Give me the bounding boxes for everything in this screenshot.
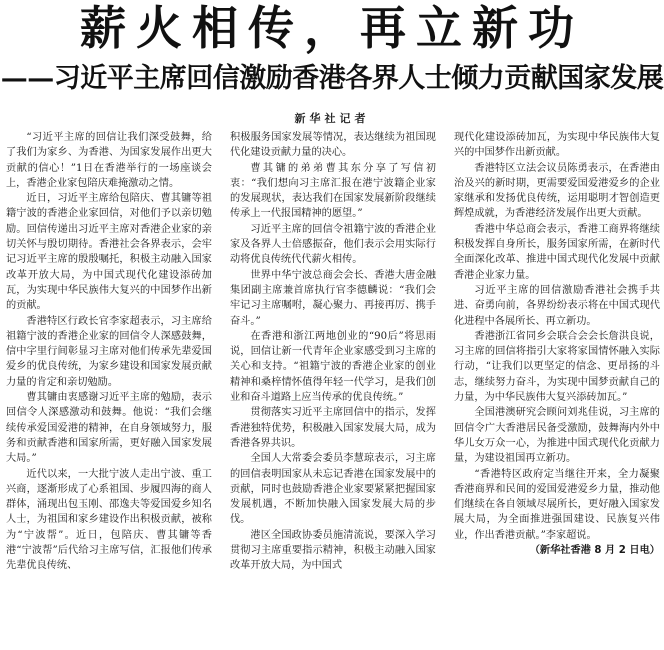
paragraph: 港区全国政协委员施清流说，要深入学习贯彻习主席重要指示精神，积极主动融入国家改革开放大局，为中国式 — [230, 529, 436, 572]
byline: 新华社记者 — [294, 112, 370, 125]
article-column-2 — [230, 130, 436, 645]
paragraph: 香港浙江省同乡会联合会会长詹洪良说，习主席的回信将指引大家将家国情怀融入实际行动，“让我们以更坚定的信念、更昂扬的斗志，继续努力奋斗，为实现中国梦贡献自己的力量，为中华民族伟大复兴添砖加瓦。” — [454, 330, 660, 404]
dateline: （新华社香港 8 月 2 日电） — [529, 545, 660, 557]
paragraph: 近代以来，一大批宁波人走出宁波、重工兴商，逐渐形成了心系祖国、步履四海的商人群体，涌现出包玉刚、邵逸夫等爱国爱乡知名人士，为祖国和家乡建设作出积极贡献，被称为“宁波帮”。近日，包陪庆、曹其镛等香港“宁波帮”后代给习主席写信，汇报他们传承先辈优良传统、 — [6, 468, 212, 572]
paragraph: 在香港和浙江两地创业的“90后”将思雨说，回信让新一代青年企业家感受到习主席的关心和支持。“祖籍宁波的香港企业家的创业精神和桑梓情怀值得年轻一代学习，是我们创业和奋斗道路上应当传承的优良传统。” — [230, 330, 436, 404]
headline: 薪火相传，再立新功 — [80, 1, 584, 55]
paragraph: 曹其镛的弟弟曹其东分享了写信初衷：“我们想向习主席汇报在港宁波籍企业家的发展现状，表达我们在国家发展新阶段继续传承上一代报国精神的愿望。” — [230, 162, 436, 220]
paragraph: “香港特区政府定当继往开来，全力凝聚香港商界和民间的爱国爱港爱乡力量，推动他们继续在各自领域尽展所长，更好融入国家发展大局，为全面推进强国建设、民族复兴伟业，作出香港贡献。”李家超说。 — [454, 468, 660, 541]
paragraph: 香港特区立法会议员陈勇表示，在香港由治及兴的新时期，更需要爱国爱港爱乡的企业家继承和发扬优良传统，运用聪明才智创造更辉煌成就，为香港经济发展作出更大贡献。 — [454, 162, 660, 220]
article-column-1 — [6, 130, 212, 645]
paragraph: 现代化建设添砖加瓦，为实现中华民族伟大复兴的中国梦作出新贡献。 — [454, 132, 660, 159]
paragraph: 香港特区行政长官李家超表示，习主席给祖籍宁波的香港企业家的回信令人深感鼓舞，信中字里行间彰显习主席对他们传承先辈爱国爱乡的优良传统，为家乡建设和国家发展贡献力量的肯定和亲切勉励。 — [6, 315, 212, 388]
paragraph: 近日，习近平主席给包陪庆、曹其镛等祖籍宁波的香港企业家回信，对他们予以亲切勉励。回信传递出习近平主席对香港企业家的亲切关怀与殷切期待。香港社会各界表示，会牢记习近平主席的殷殷嘱托，积极主动融入国家改革开放大局，为中国式现代化建设添砖加瓦，为实现中华民族伟大复兴的中国梦作出新的贡献。 — [6, 193, 212, 312]
subheadline: ——习近平主席回信激励香港各界人士倾力贡献国家发展 — [0, 63, 664, 94]
paragraph: 习近平主席的回信令祖籍宁波的香港企业家及各界人士倍感振奋，他们表示会用实际行动将优良传统代代薪火相传。 — [230, 223, 436, 266]
paragraph: 全国港澳研究会顾问刘兆佳说，习主席的回信令广大香港居民备受激励，鼓舞海内外中华儿女万众一心，为推进中国式现代化贡献力量，为建设祖国再立新功。 — [454, 407, 660, 465]
paragraph: 曹其镛由衷感谢习近平主席的勉励，表示回信令人深感激动和鼓舞。他说：“我们会继续传承爱国爱港的精神，在自身领域努力，服务和贡献香港和国家所需，更好融入国家发展大局。” — [6, 392, 212, 465]
paragraph: 全国人大常委会委员李慧琼表示，习主席的回信表明国家从未忘记香港在国家发展中的贡献，同时也鼓励香港企业家要紧紧把握国家发展机遇，不断加快融入国家发展大局的步伐。 — [230, 453, 436, 526]
paragraph: 世界中华宁波总商会会长、香港大唐金融集团副主席兼首席执行官李德麟说：“我们会牢记习主席嘱咐，凝心聚力、再接再厉、携手奋斗。” — [230, 269, 436, 327]
paragraph: 习近平主席的回信激励香港社会携手共进、奋勇向前，各界纷纷表示将在中国式现代化进程中各展所长、再立新功。 — [454, 284, 660, 327]
paragraph: 贯彻落实习近平主席回信中的指示，发挥香港独特优势，积极融入国家发展大局，成为香港各界共识。 — [230, 407, 436, 449]
paragraph: 积极服务国家发展等情况，表达继续为祖国现代化建设贡献力量的决心。 — [230, 132, 436, 159]
article-column-3 — [454, 130, 660, 645]
paragraph: “习近平主席的回信让我们深受鼓舞，给了我们为家乡、为香港、为国家发展作出更大贡献的信心！”1日在香港举行的一场座谈会上，香港企业家包陪庆难掩激动之情。 — [6, 132, 212, 189]
paragraph: 香港中华总商会表示，香港工商界将继续积极发挥自身所长，服务国家所需，在新时代全面深化改革、推进中国式现代化发展中贡献香港企业家力量。 — [454, 223, 660, 281]
